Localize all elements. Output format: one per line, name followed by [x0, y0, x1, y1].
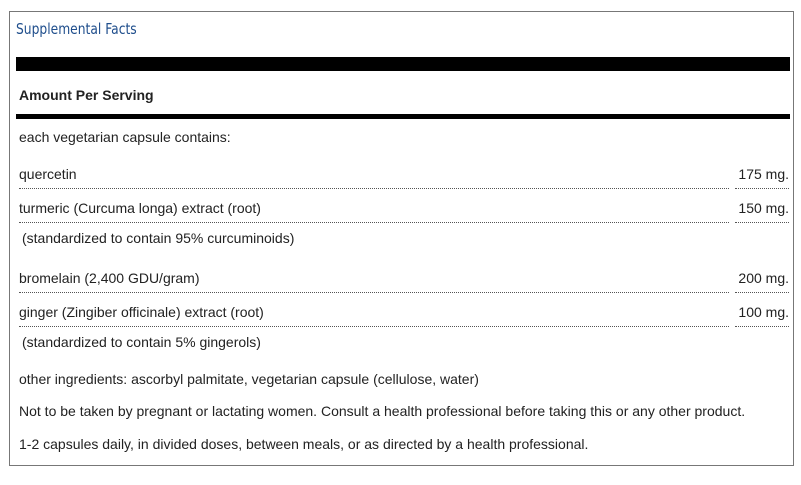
ingredient-row-ginger	[19, 304, 789, 328]
panel-title: Supplemental Facts	[16, 20, 137, 38]
ingredient-row-turmeric	[19, 200, 789, 224]
dotted-leader-amount	[735, 222, 789, 223]
dotted-leader-amount	[735, 292, 789, 293]
directions-text: 1-2 capsules daily, in divided doses, between meals, or as directed by a health professional.	[19, 436, 589, 452]
ingredient-amount: 175 mg.	[738, 166, 789, 182]
amount-per-serving-header: Amount Per Serving	[19, 87, 154, 103]
dotted-leader-amount	[735, 188, 789, 189]
dotted-leader	[19, 326, 729, 327]
supplement-facts-panel	[9, 11, 794, 466]
other-ingredients-text: other ingredients: ascorbyl palmitate, vegetarian capsule (cellulose, water)	[19, 371, 479, 387]
ingredient-name: bromelain (2,400 GDU/gram)	[19, 270, 200, 286]
header-divider-thick	[16, 57, 790, 71]
ingredient-name: quercetin	[19, 166, 77, 182]
ingredient-note-ginger: (standardized to contain 5% gingerols)	[22, 334, 261, 350]
dotted-leader-amount	[735, 326, 789, 327]
ingredient-row-bromelain	[19, 270, 789, 294]
ingredient-row-quercetin	[19, 166, 789, 190]
header-divider	[16, 114, 790, 119]
warning-text: Not to be taken by pregnant or lactating women. Consult a health professional before taking this or any other product.	[19, 403, 746, 419]
ingredient-name: ginger (Zingiber officinale) extract (root)	[19, 304, 264, 320]
ingredient-name: turmeric (Curcuma longa) extract (root)	[19, 200, 261, 216]
dotted-leader	[19, 222, 729, 223]
intro-text: each vegetarian capsule contains:	[19, 129, 231, 145]
ingredient-amount: 150 mg.	[738, 200, 789, 216]
ingredient-amount: 100 mg.	[738, 304, 789, 320]
dotted-leader	[19, 292, 729, 293]
ingredient-note-turmeric: (standardized to contain 95% curcuminoids)	[22, 230, 295, 246]
ingredient-amount: 200 mg.	[738, 270, 789, 286]
dotted-leader	[19, 188, 729, 189]
